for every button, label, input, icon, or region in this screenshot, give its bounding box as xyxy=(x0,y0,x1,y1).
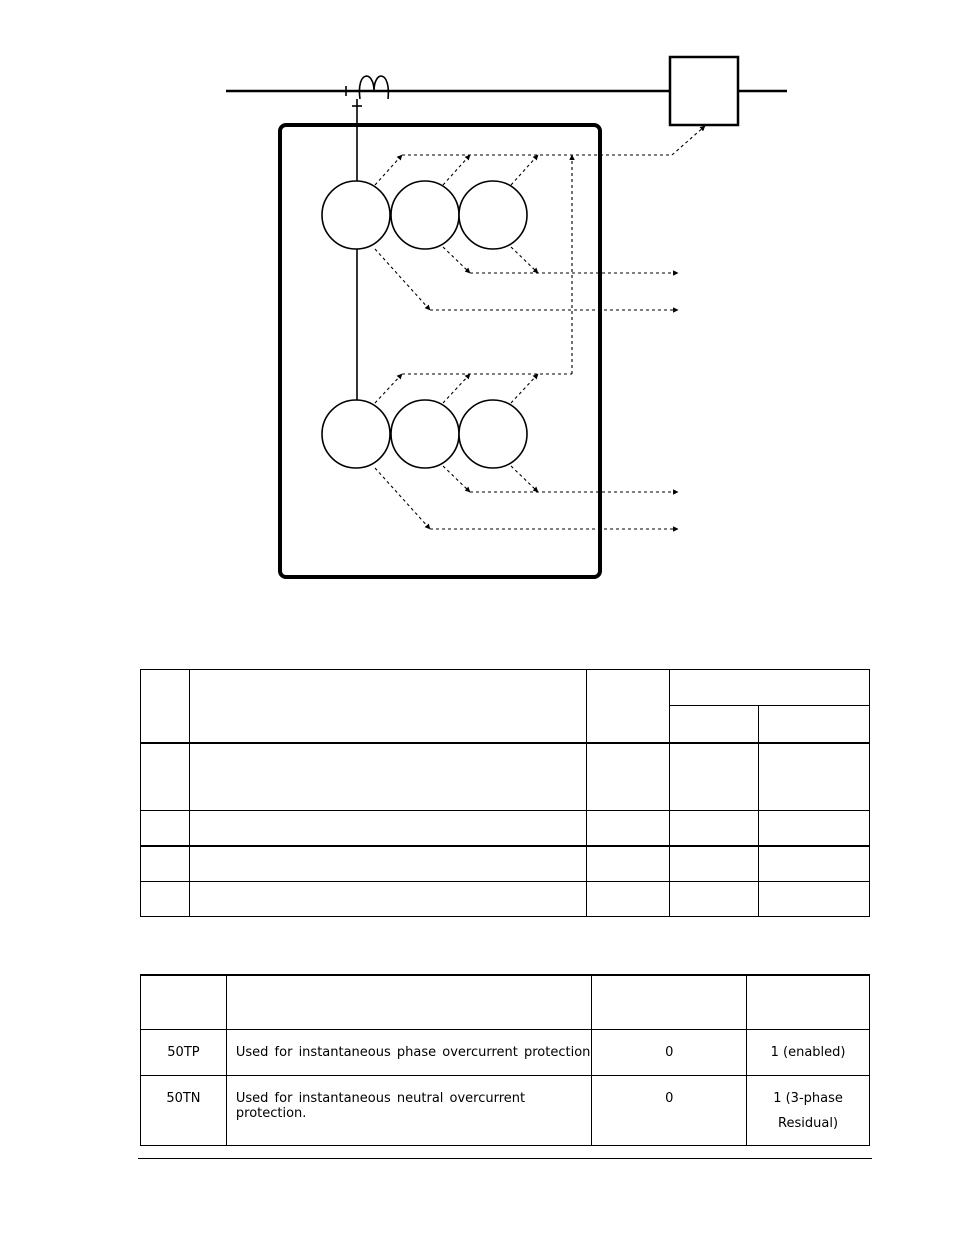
table1-cell xyxy=(141,743,190,811)
default-value: 0 xyxy=(592,1076,747,1146)
table1-cell xyxy=(189,743,586,811)
element-circle-5 xyxy=(391,400,459,468)
table1-cell xyxy=(670,811,759,847)
setting-value xyxy=(747,1030,870,1076)
table1-cell xyxy=(189,882,586,917)
table1-header-cell xyxy=(587,670,670,744)
table1-cell xyxy=(759,846,870,882)
table2-header-cell xyxy=(226,975,591,1030)
table1-header-row-1 xyxy=(141,670,870,706)
element-description: Used for instantaneous phase overcurrent protection xyxy=(226,1030,591,1076)
table1-cell xyxy=(759,811,870,847)
table1-cell xyxy=(670,743,759,811)
table1-cell xyxy=(189,846,586,882)
table1-cell xyxy=(141,882,190,917)
table-row xyxy=(141,743,870,811)
table1-header-cell xyxy=(670,670,870,706)
element-circle-1 xyxy=(322,181,390,249)
table-row xyxy=(141,846,870,882)
default-value: 0 xyxy=(592,1030,747,1076)
table1-cell xyxy=(759,882,870,917)
table1-cell xyxy=(141,846,190,882)
table-row xyxy=(141,1076,870,1146)
table1-cell xyxy=(670,846,759,882)
element-circle-2 xyxy=(391,181,459,249)
element-circle-4 xyxy=(322,400,390,468)
table1-header-cell xyxy=(141,670,190,744)
element-code: 50TP xyxy=(141,1030,227,1076)
element-circle-3 xyxy=(459,181,527,249)
table-row xyxy=(141,811,870,847)
element-description: Used for instantaneous neutral overcurrent protection. xyxy=(226,1076,591,1146)
footer-rule xyxy=(138,1158,872,1159)
setting-value xyxy=(747,1076,870,1146)
table1-cell xyxy=(587,743,670,811)
table1-header-cell xyxy=(189,670,586,744)
table1-cell xyxy=(587,811,670,847)
table1-cell xyxy=(141,811,190,847)
table-row xyxy=(141,1030,870,1076)
settings-table-1 xyxy=(140,669,870,917)
table-row xyxy=(141,882,870,917)
table2-header-cell xyxy=(141,975,227,1030)
setting-value-line: 1 (enabled) xyxy=(770,1045,846,1060)
table1-cell xyxy=(587,846,670,882)
breaker-box xyxy=(670,57,738,125)
element-circle-6 xyxy=(459,400,527,468)
table2-header-row xyxy=(141,975,870,1030)
table2-header-cell xyxy=(592,975,747,1030)
table1-cell xyxy=(587,882,670,917)
element-code: 50TN xyxy=(141,1076,227,1146)
table2-header-cell xyxy=(747,975,870,1030)
table1-cell xyxy=(189,811,586,847)
settings-table-2 xyxy=(140,974,870,1146)
table1-cell xyxy=(759,743,870,811)
setting-value-line: Residual) xyxy=(778,1116,839,1131)
table1-cell xyxy=(670,882,759,917)
protection-logic-diagram xyxy=(0,0,954,600)
setting-value-line: 1 (3-phase xyxy=(773,1091,843,1106)
table1-header-cell xyxy=(670,706,759,743)
table1-header-cell xyxy=(759,706,870,743)
